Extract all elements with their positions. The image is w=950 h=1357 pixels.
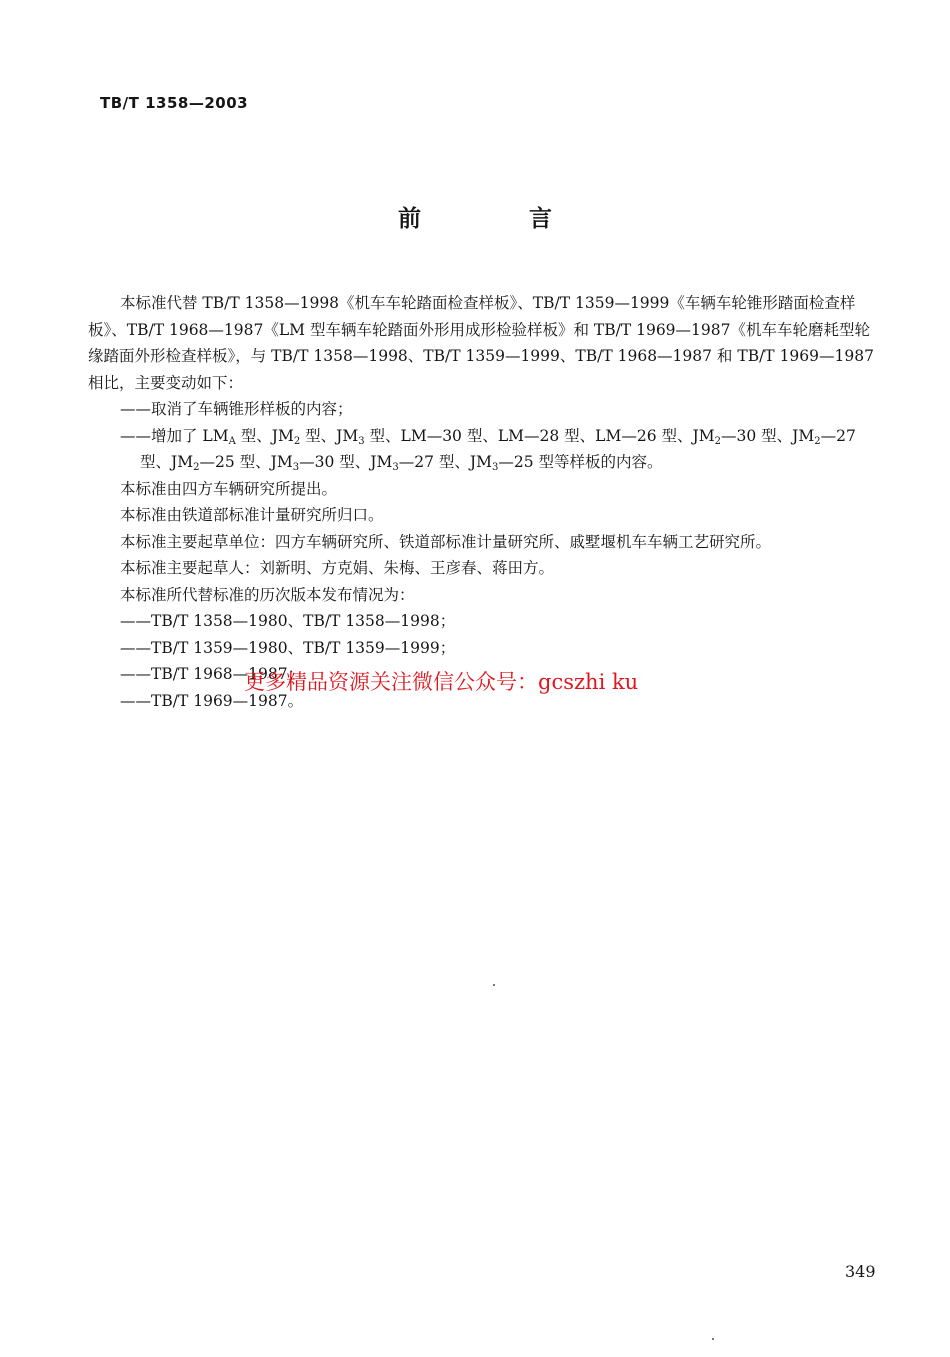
- page-number: 349: [845, 1262, 876, 1281]
- drafters: 本标准主要起草人：刘新明、方克娟、朱梅、王彦春、蒋田方。: [120, 559, 555, 577]
- replacement-paragraph: 本标准代替 TB/T 1358—1998《机车车轮踏面检查样板》、TB/T 1359—1999《车辆车轮锥形踏面检查样板》、TB/T 1968—1987《LM 型车辆车轮踏面外形用成形检验样板》和 TB/T 1969—1987《机车车轮磨耗型轮缘踏面外形检查样板》，与 TB/T 1358—1998、TB/T 1359—1999、TB/T 1968—1987 和 TB/T 1969—1987 相比，主要变动如下：: [88, 294, 874, 392]
- foreword-body: [88, 290, 876, 714]
- change-item-2: ——增加了 $LM_A$ 型、$JM_2$ 型、$JM_3$ 型、LM—30 型、LM—28 型、LM—26 型、$JM_2—30$ 型、$JM_2—27$ 型、$JM_2—25$ 型、$JM_3—30$ 型、$JM_3—27$ 型、$JM_3—25$ 型等样板的内容。: [120, 426, 856, 473]
- history-item: ——TB/T 1968—1987；: [120, 665, 304, 683]
- history-item: ——TB/T 1358—1980、TB/T 1358—1998；: [120, 612, 456, 630]
- history-intro: 本标准所代替标准的历次版本发布情况为：: [120, 585, 415, 604]
- standard-code: TB/T 1358—2003: [100, 94, 249, 112]
- watermark-text: 更多精品资源关注微信公众号：gcszhi ku: [244, 670, 639, 694]
- proposed-by: 本标准由四方车辆研究所提出。: [120, 479, 338, 498]
- change-item-1: ——取消了车辆锥形样板的内容；: [120, 400, 353, 418]
- scan-speck: [712, 1338, 714, 1340]
- page-title: 前 言: [397, 205, 602, 232]
- managed-by: 本标准由铁道部标准计量研究所归口。: [120, 506, 384, 524]
- history-item: ——TB/T 1969—1987。: [120, 691, 304, 710]
- history-item: ——TB/T 1359—1980、TB/T 1359—1999；: [120, 638, 456, 657]
- drafting-units: 本标准主要起草单位：四方车辆研究所、铁道部标准计量研究所、戚墅堰机车车辆工艺研究所。: [120, 532, 772, 551]
- scan-speck: [493, 984, 495, 986]
